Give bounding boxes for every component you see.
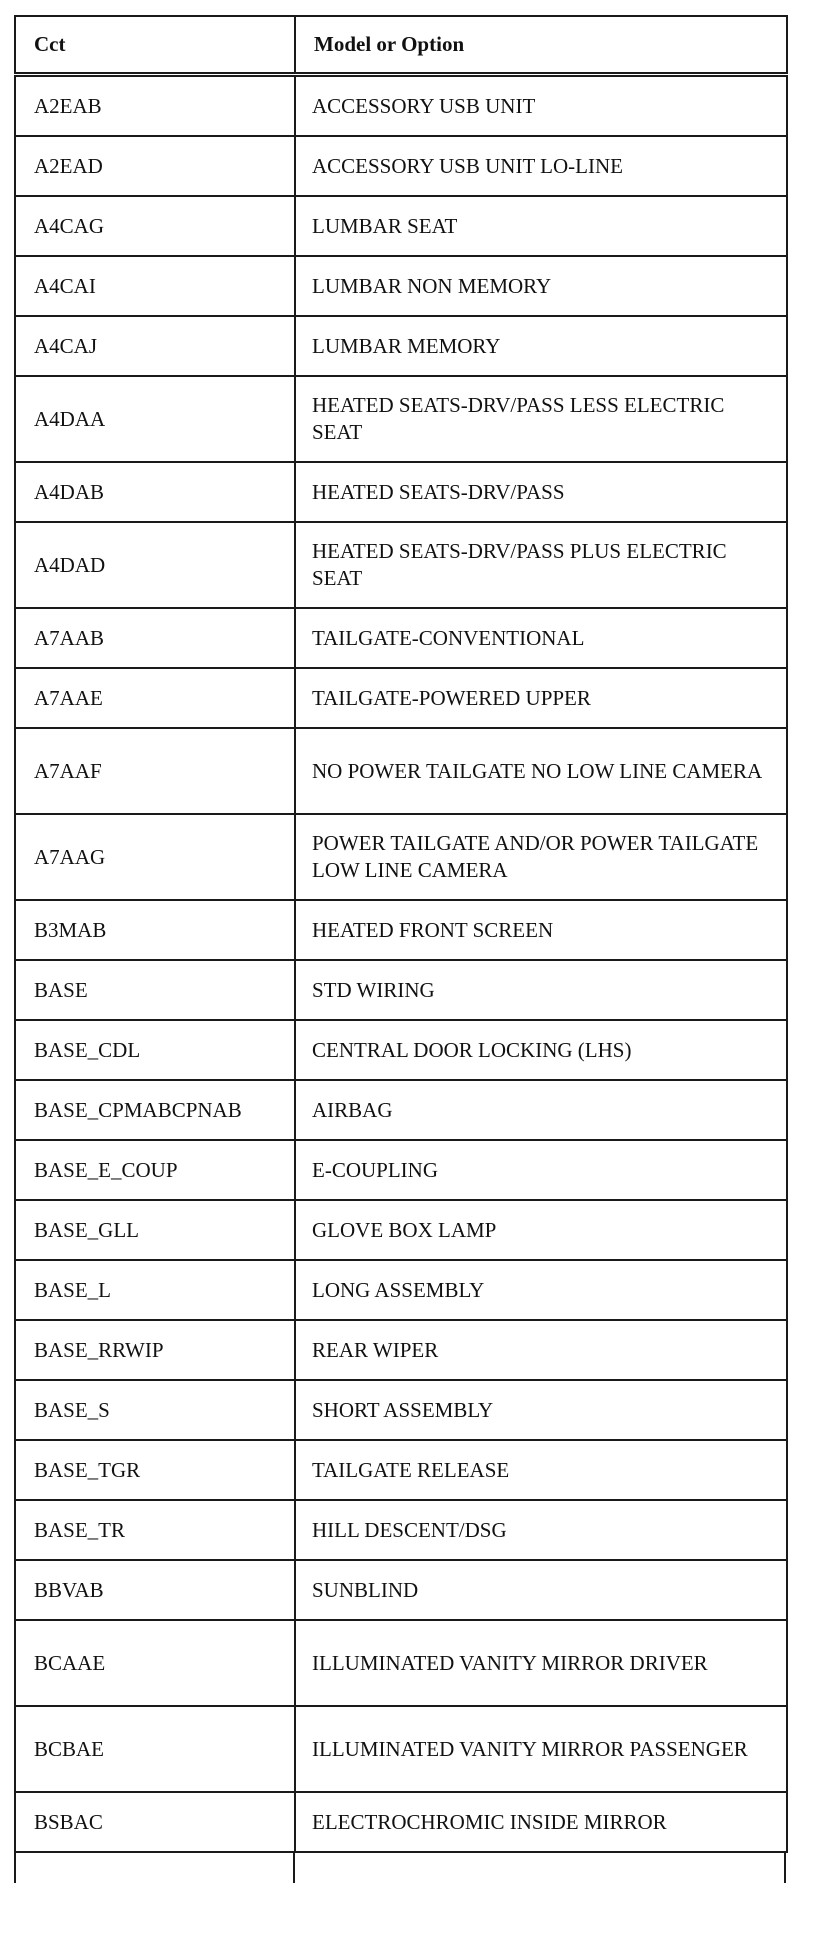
model-option-cell: LUMBAR MEMORY bbox=[295, 316, 787, 376]
continuation-middle-border bbox=[293, 1853, 295, 1883]
cct-code-cell: A7AAF bbox=[15, 728, 295, 814]
cct-code-cell: BASE_RRWIP bbox=[15, 1320, 295, 1380]
model-option-cell: HEATED FRONT SCREEN bbox=[295, 900, 787, 960]
cct-code-cell: A7AAG bbox=[15, 814, 295, 900]
cct-code-cell: BASE_S bbox=[15, 1380, 295, 1440]
cct-code-cell: BASE_CPMABCPNAB bbox=[15, 1080, 295, 1140]
cct-code-cell: A4CAI bbox=[15, 256, 295, 316]
cct-code-cell: BASE_E_COUP bbox=[15, 1140, 295, 1200]
table-row bbox=[15, 1380, 787, 1440]
table-row bbox=[15, 522, 787, 608]
table-row bbox=[15, 1500, 787, 1560]
cct-code-cell: BASE_CDL bbox=[15, 1020, 295, 1080]
cct-code-cell: A2EAB bbox=[15, 75, 295, 137]
table-row bbox=[15, 1260, 787, 1320]
cct-code-cell: A4DAD bbox=[15, 522, 295, 608]
cct-code-cell: BBVAB bbox=[15, 1560, 295, 1620]
model-option-cell: ILLUMINATED VANITY MIRROR DRIVER bbox=[295, 1620, 787, 1706]
cct-code-cell: A4CAJ bbox=[15, 316, 295, 376]
model-option-cell: TAILGATE RELEASE bbox=[295, 1440, 787, 1500]
cct-code-cell: BCBAE bbox=[15, 1706, 295, 1792]
model-option-cell: GLOVE BOX LAMP bbox=[295, 1200, 787, 1260]
table-row bbox=[15, 1140, 787, 1200]
model-option-cell: NO POWER TAILGATE NO LOW LINE CAMERA bbox=[295, 728, 787, 814]
cct-code-cell: A4CAG bbox=[15, 196, 295, 256]
model-option-cell: REAR WIPER bbox=[295, 1320, 787, 1380]
table-row bbox=[15, 1792, 787, 1852]
table-row bbox=[15, 75, 787, 137]
table-row bbox=[15, 814, 787, 900]
cct-code-cell: A4DAB bbox=[15, 462, 295, 522]
model-option-cell: ACCESSORY USB UNIT bbox=[295, 75, 787, 137]
cct-code-cell: BSBAC bbox=[15, 1792, 295, 1852]
model-option-cell: HEATED SEATS-DRV/PASS LESS ELECTRIC SEAT bbox=[295, 376, 787, 462]
table-row bbox=[15, 668, 787, 728]
table-body bbox=[15, 75, 787, 1853]
table-row bbox=[15, 376, 787, 462]
model-option-cell: HILL DESCENT/DSG bbox=[295, 1500, 787, 1560]
model-option-cell: LUMBAR SEAT bbox=[295, 196, 787, 256]
table-row bbox=[15, 316, 787, 376]
continuation-left-border bbox=[14, 1853, 16, 1883]
model-option-cell: CENTRAL DOOR LOCKING (LHS) bbox=[295, 1020, 787, 1080]
model-option-cell: E-COUPLING bbox=[295, 1140, 787, 1200]
table-row bbox=[15, 256, 787, 316]
table-header-row bbox=[15, 16, 787, 75]
cct-code-cell: BASE_TGR bbox=[15, 1440, 295, 1500]
model-option-cell: ILLUMINATED VANITY MIRROR PASSENGER bbox=[295, 1706, 787, 1792]
cct-code-cell: A7AAE bbox=[15, 668, 295, 728]
cct-code-cell: A4DAA bbox=[15, 376, 295, 462]
table-row bbox=[15, 1320, 787, 1380]
model-option-cell: SUNBLIND bbox=[295, 1560, 787, 1620]
cct-code-cell: BASE_L bbox=[15, 1260, 295, 1320]
model-option-cell: TAILGATE-CONVENTIONAL bbox=[295, 608, 787, 668]
table-row bbox=[15, 1080, 787, 1140]
model-option-cell: STD WIRING bbox=[295, 960, 787, 1020]
table-row bbox=[15, 1200, 787, 1260]
table-row bbox=[15, 1560, 787, 1620]
table-continuation bbox=[14, 1853, 786, 1883]
table-row bbox=[15, 196, 787, 256]
table-row bbox=[15, 728, 787, 814]
model-option-cell: ACCESSORY USB UNIT LO-LINE bbox=[295, 136, 787, 196]
options-table bbox=[14, 15, 788, 1853]
table-row bbox=[15, 608, 787, 668]
model-option-cell: HEATED SEATS-DRV/PASS bbox=[295, 462, 787, 522]
model-option-cell: AIRBAG bbox=[295, 1080, 787, 1140]
cct-code-cell: BASE_GLL bbox=[15, 1200, 295, 1260]
table-row bbox=[15, 1620, 787, 1706]
table-row bbox=[15, 462, 787, 522]
cct-code-cell: BASE_TR bbox=[15, 1500, 295, 1560]
options-table-container bbox=[14, 15, 786, 1853]
table-row bbox=[15, 136, 787, 196]
model-option-cell: TAILGATE-POWERED UPPER bbox=[295, 668, 787, 728]
model-option-cell: SHORT ASSEMBLY bbox=[295, 1380, 787, 1440]
table-row bbox=[15, 1706, 787, 1792]
cct-code-cell: BCAAE bbox=[15, 1620, 295, 1706]
table-row bbox=[15, 1440, 787, 1500]
cct-code-cell: B3MAB bbox=[15, 900, 295, 960]
table-row bbox=[15, 900, 787, 960]
cct-code-cell: BASE bbox=[15, 960, 295, 1020]
model-option-cell: LUMBAR NON MEMORY bbox=[295, 256, 787, 316]
cct-code-cell: A7AAB bbox=[15, 608, 295, 668]
model-option-cell: HEATED SEATS-DRV/PASS PLUS ELECTRIC SEAT bbox=[295, 522, 787, 608]
model-option-cell: ELECTROCHROMIC INSIDE MIRROR bbox=[295, 1792, 787, 1852]
header-model-or-option: Model or Option bbox=[295, 16, 787, 75]
model-option-cell: POWER TAILGATE AND/OR POWER TAILGATE LOW LINE CAMERA bbox=[295, 814, 787, 900]
model-option-cell: LONG ASSEMBLY bbox=[295, 1260, 787, 1320]
cct-code-cell: A2EAD bbox=[15, 136, 295, 196]
continuation-right-border bbox=[784, 1853, 786, 1883]
table-row bbox=[15, 960, 787, 1020]
table-row bbox=[15, 1020, 787, 1080]
header-cct: Cct bbox=[15, 16, 295, 75]
